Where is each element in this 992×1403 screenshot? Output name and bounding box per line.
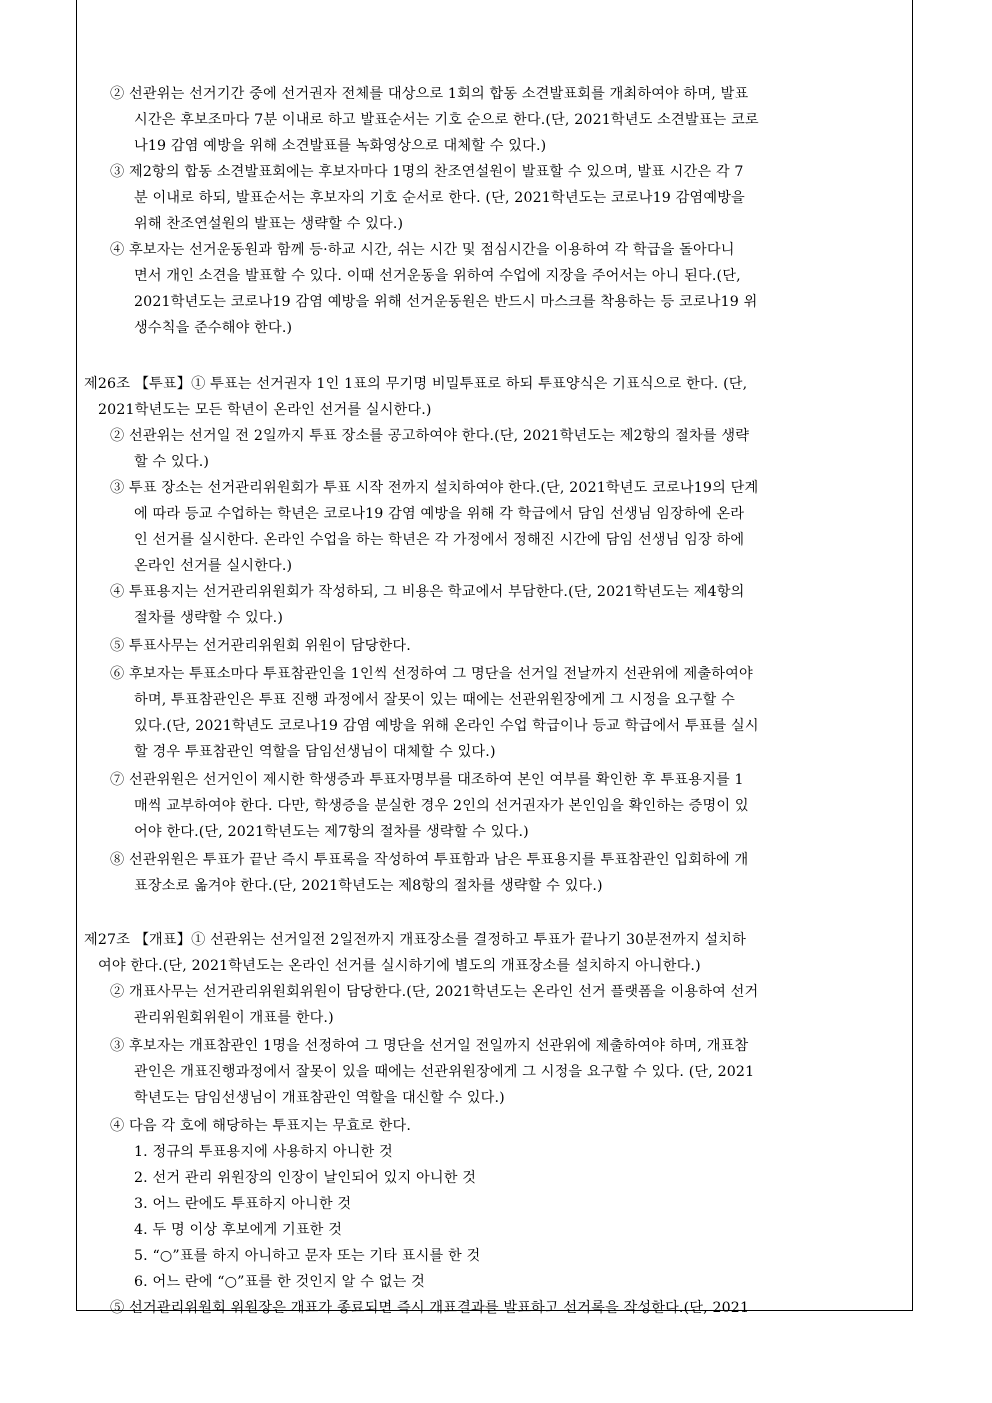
text-line: 5. “○”표를 하지 아니하고 문자 또는 기타 표시를 한 것 [134, 1248, 481, 1264]
text-line: 관인은 개표진행과정에서 잘못이 있을 때에는 선관위원장에게 그 시정을 요구할 수 있다. (단, 2021 [134, 1064, 755, 1080]
text-line: 하며, 투표참관인은 투표 진행 과정에서 잘못이 있는 때에는 선관위원장에게 그 시정을 요구할 수 [134, 692, 735, 708]
text-line: ⑤ 선거관리위원회 위원장은 개표가 종료되면 즉시 개표결과를 발표하고 선거록을 작성한다.(단, 2021 [110, 1300, 750, 1316]
text-line: 있다.(단, 2021학년도 코로나19 감염 예방을 위해 온라인 수업 학급이나 등교 학급에서 투표를 실시 [134, 718, 759, 734]
text-line: ④ 다음 각 호에 해당하는 투표지는 무효로 한다. [110, 1118, 412, 1134]
text-line: ⑤ 투표사무는 선거관리위원회 위원이 담당한다. [110, 638, 411, 654]
text-line: 시간은 후보조마다 7분 이내로 하고 발표순서는 기호 순으로 한다.(단, 2021학년도 소견발표는 코로 [134, 112, 759, 128]
text-line: 분 이내로 하되, 발표순서는 후보자의 기호 순서로 한다. (단, 2021학년도는 코로나19 감염예방을 [134, 190, 745, 206]
text-line: 제26조 【투표】① 투표는 선거권자 1인 1표의 무기명 비밀투표로 하되 투표양식은 기표식으로 한다. (단, [84, 376, 748, 392]
text-line: 2. 선거 관리 위원장의 인장이 날인되어 있지 아니한 것 [134, 1170, 477, 1186]
text-line: ⑧ 선관위원은 투표가 끝난 즉시 투표록을 작성하여 투표함과 남은 투표용지를 투표참관인 입회하에 개 [110, 852, 749, 868]
text-line: ③ 투표 장소는 선거관리위원회가 투표 시작 전까지 설치하여야 한다.(단, 2021학년도 코로나19의 단계 [110, 480, 759, 496]
text-line: ② 선관위는 선거일 전 2일까지 투표 장소를 공고하여야 한다.(단, 2021학년도는 제2항의 절차를 생략 [110, 428, 750, 444]
text-line: 인 선거를 실시한다. 온라인 수업을 하는 학년은 각 가정에서 정해진 시간에 담임 선생님 임장 하에 [134, 532, 745, 548]
text-line: ② 개표사무는 선거관리위원회위원이 담당한다.(단, 2021학년도는 온라인 선거 플랫폼을 이용하여 선거 [110, 984, 759, 1000]
text-line: 할 수 있다.) [134, 454, 210, 470]
text-line: 면서 개인 소견을 발표할 수 있다. 이때 선거운동을 위하여 수업에 지장을 주어서는 아니 된다.(단, [134, 268, 741, 284]
text-line: 어야 한다.(단, 2021학년도는 제7항의 절차를 생략할 수 있다.) [134, 824, 529, 840]
text-line: 제27조 【개표】① 선관위는 선거일전 2일전까지 개표장소를 결정하고 투표가 끝나기 30분전까지 설치하 [84, 932, 746, 948]
text-line: ③ 후보자는 개표참관인 1명을 선정하여 그 명단을 선거일 전일까지 선관위에 제출하여야 하며, 개표참 [110, 1038, 749, 1054]
text-line: 2021학년도는 모든 학년이 온라인 선거를 실시한다.) [98, 402, 432, 418]
text-line: ② 선관위는 선거기간 중에 선거권자 전체를 대상으로 1회의 합동 소견발표회를 개최하여야 하며, 발표 [110, 86, 749, 102]
text-line: 4. 두 명 이상 후보에게 기표한 것 [134, 1222, 343, 1238]
text-line: 에 따라 등교 수업하는 학년은 코로나19 감염 예방을 위해 각 학급에서 담임 선생님 임장하에 온라 [134, 506, 745, 522]
text-line: 온라인 선거를 실시한다.) [134, 558, 293, 574]
text-line: 매씩 교부하여야 한다. 다만, 학생증을 분실한 경우 2인의 선거권자가 본인임을 확인하는 증명이 있 [134, 798, 749, 814]
text-line: 여야 한다.(단, 2021학년도는 온라인 선거를 실시하기에 별도의 개표장소를 설치하지 아니한다.) [98, 958, 701, 974]
text-line: 학년도는 담임선생님이 개표참관인 역할을 대신할 수 있다.) [134, 1090, 505, 1106]
text-line: 2021학년도는 코로나19 감염 예방을 위해 선거운동원은 반드시 마스크를 착용하는 등 코로나19 위 [134, 294, 758, 310]
text-line: 관리위원회위원이 개표를 한다.) [134, 1010, 334, 1026]
text-line: ④ 투표용지는 선거관리위원회가 작성하되, 그 비용은 학교에서 부담한다.(단, 2021학년도는 제4항의 [110, 584, 745, 600]
text-line: 나19 감염 예방을 위해 소견발표를 녹화영상으로 대체할 수 있다.) [134, 138, 547, 154]
text-line: ⑥ 후보자는 투표소마다 투표참관인을 1인씩 선정하여 그 명단을 선거일 전날까지 선관위에 제출하여야 [110, 666, 753, 682]
text-line: 위해 찬조연설원의 발표는 생략할 수 있다.) [134, 216, 404, 232]
text-line: 6. 어느 란에 “○”표를 한 것인지 알 수 없는 것 [134, 1274, 425, 1290]
text-line: ③ 제2항의 합동 소견발표회에는 후보자마다 1명의 찬조연설원이 발표할 수 있으며, 발표 시간은 각 7 [110, 164, 744, 180]
text-line: 할 경우 투표참관인 역할을 담임선생님이 대체할 수 있다.) [134, 744, 496, 760]
text-line: ④ 후보자는 선거운동원과 함께 등·하교 시간, 쉬는 시간 및 점심시간을 이용하여 각 학급을 돌아다니 [110, 242, 735, 258]
text-line: 표장소로 옮겨야 한다.(단, 2021학년도는 제8항의 절차를 생략할 수 있다.) [134, 878, 603, 894]
text-line: 1. 정규의 투표용지에 사용하지 아니한 것 [134, 1144, 393, 1160]
text-line: ⑦ 선관위원은 선거인이 제시한 학생증과 투표자명부를 대조하여 본인 여부를 확인한 후 투표용지를 1 [110, 772, 744, 788]
text-line: 3. 어느 란에도 투표하지 아니한 것 [134, 1196, 352, 1212]
text-line: 절차를 생략할 수 있다.) [134, 610, 284, 626]
text-line: 생수칙을 준수해야 한다.) [134, 320, 293, 336]
